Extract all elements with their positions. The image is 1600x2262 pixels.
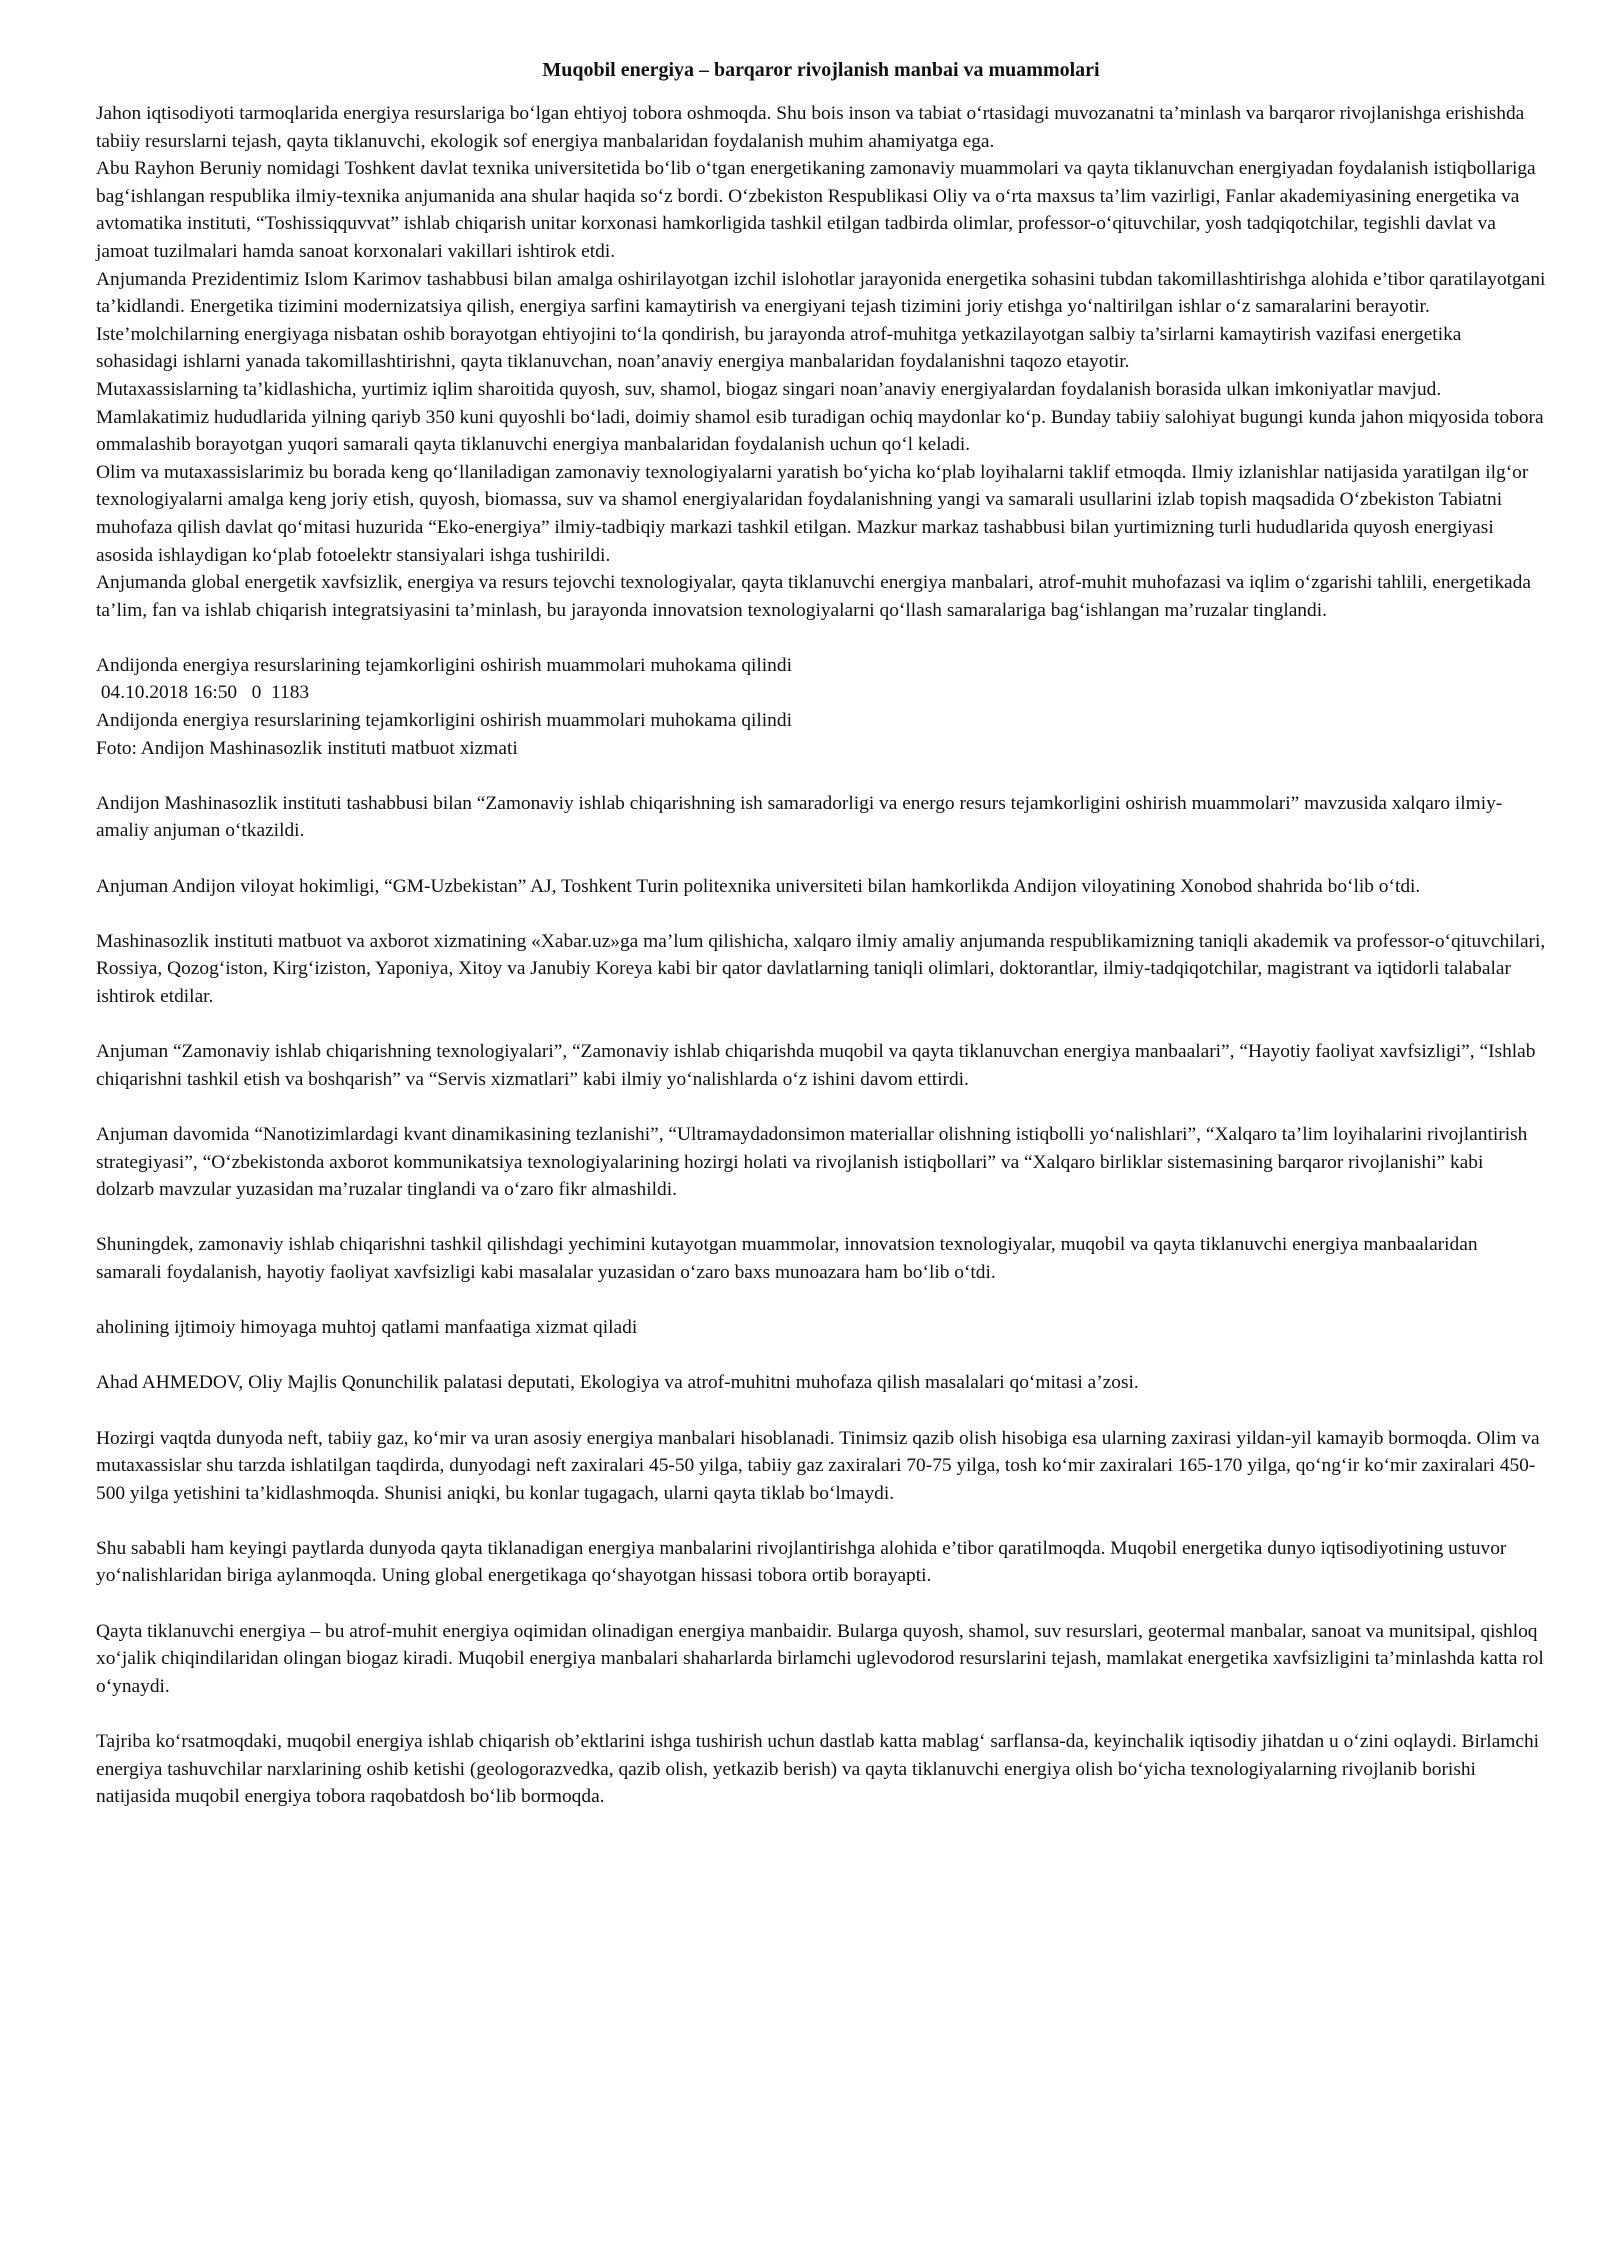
paragraph: Hozirgi vaqtda dunyoda neft, tabiiy gaz, ko‘mir va uran asosiy energiya manbalari hisoblanadi. Tinimsiz qazib olish hisobiga esa ularning zaxirasi yildan-yil kamayib bormoqda. Olim va mutaxassislar shu tarzda ishlatilgan taqdirda, dunyodagi neft zaxiralari 45-50 yilga, tabiiy gaz zaxiralari 70-75 yilga, tosh ko‘mir zaxiralari 165-170 yilga, qo‘ng‘ir ko‘mir zaxiralari 450-500 yilga yetishini ta’kidlashmoqda. Shunisi aniqki, bu konlar tugagach, ularni qayta tiklab bo‘lmaydi. — [96, 1427, 1540, 1504]
paragraph: Qayta tiklanuvchi energiya – bu atrof-muhit energiya oqimidan olinadigan energiya manbaidir. Bularga quyosh, shamol, suv resurslari, geotermal manbalar, sanoat va munitsipal, qishloq xo‘jalik chiqindilaridan olingan biogaz kiradi. Muqobil energiya manbalari shaharlarda birlamchi uglevodorod resurslarini tejash, mamlakat energetika xavfsizligini ta’minlashda katta rol o‘ynaydi. — [96, 1620, 1544, 1697]
paragraph: Shuningdek, zamonaviy ishlab chiqarishni tashkil qilishdagi yechimini kutayotgan muammolar, innovatsion texnologiyalar, muqobil va qayta tiklanuvchi energiya manbaalaridan samarali foydalanish, hayotiy faoliyat xavfsizligi kabi masalalar yuzasidan o‘zaro baxs munoazara ham bo‘lib o‘tdi. — [96, 1234, 1478, 1283]
paragraph: Shu sababli ham keyingi paytlarda dunyoda qayta tiklanadigan energiya manbalarini rivojlantirishga alohida e’tibor qaratilmoqda. Muqobil energetika dunyo iqtisodiyotining ustuvor yo‘nalishlaridan biriga aylanmoqda. Uning global energetikaga qo‘shayotgan hissasi tobora ortib borayapti. — [96, 1537, 1507, 1587]
document-page — [96, 56, 1546, 1811]
photo-credit: Foto: Andijon Mashinasozlik instituti matbuot xizmati — [96, 737, 518, 759]
paragraph: Mashinasozlik instituti matbuot va axborot xizmatining «Xabar.uz»ga ma’lum qilishicha, xalqaro ilmiy amaliy anjumanda respublikamizning taniqli akademik va professor-o‘qituvchilari, Rossiya, Qozog‘iston, Kirg‘iziston, Yaponiya, Xitoy va Janubiy Koreya kabi bir qator davlatlarning taniqli olimlari, doktorantlar, ilmiy-tadqiqotchilar, magistrant va iqtidorli talabalar ishtirok etdilar. — [96, 930, 1546, 1007]
article-subheadline: Andijonda energiya resurslarining tejamkorligini oshirish muammolari muhokama qilindi — [96, 710, 792, 732]
article-meta: 04.10.2018 16:50 0 1183 — [96, 682, 310, 704]
paragraph: Mutaxassislarning ta’kidlashicha, yurtimiz iqlim sharoitida quyosh, suv, shamol, biogaz singari noan’anaviy energiyalardan foydalanish borasida ulkan imkoniyatlar mavjud. Mamlakatimiz hududlarida yilning qariyb 350 kuni quyoshli bo‘ladi, doimiy shamol esib turadigan ochiq maydonlar ko‘p. Bunday tabiiy salohiyat bugungi kunda jahon miqyosida tobora ommalashib borayotgan yuqori samarali qayta tiklanuvchi energiya manbalaridan foydalanish uchun qo‘l keladi. — [96, 378, 1544, 456]
paragraph: Andijon Mashinasozlik instituti tashabbusi bilan “Zamonaviy ishlab chiqarishning ish samaradorligi va energo resurs tejamkorligini oshirish muammolari” mavzusida xalqaro ilmiy-amaliy anjuman o‘tkazildi. — [96, 792, 1503, 842]
document-title: Muqobil energiya – barqaror rivojlanish manbai va muammolari — [542, 59, 1100, 81]
paragraph: Anjumanda Prezidentimiz Islom Karimov tashabbusi bilan amalga oshirilayotgan izchil islohotlar jarayonida energetika sohasini tubdan takomillashtirishga alohida e’tibor qaratilayotgani ta’kidlandi. Energetika tizimini modernizatsiya qilish, energiya sarfini kamaytirish va energiyani tejash tizimini joriy etishga yo‘naltirilgan ishlar o‘z samaralarini berayotir. — [96, 268, 1546, 318]
paragraph: Anjumanda global energetik xavfsizlik, energiya va resurs tejovchi texnologiyalar, qayta tiklanuvchi energiya manbalari, atrof-muhit muhofazasi va iqlim o‘zgarishi tahlili, energetikada ta’lim, fan va ishlab chiqarish integratsiyasini ta’minlash, bu jarayonda innovatsion texnologiyalarni qo‘llash samaralariga bag‘ishlangan ma’ruzalar tinglandi. — [96, 572, 1531, 621]
paragraph: Anjuman davomida “Nanotizimlardagi kvant dinamikasining tezlanishi”, “Ultramaydadonsimon materiallar olishning istiqbolli yo‘nalishlari”, “Xalqaro ta’lim loyihalarini rivojlantirish strategiyasi”, “O‘zbekistonda axborot kommunikatsiya texnologiyalarining hozirgi holati va rivojlanish istiqbollari” va “Xalqaro birliklar sistemasining barqaror rivojlanishi” kabi dolzarb mavzular yuzasidan ma’ruzalar tinglandi va o‘zaro fikr almashildi. — [96, 1123, 1528, 1201]
author-line: Ahad AHMEDOV, Oliy Majlis Qonunchilik palatasi deputati, Ekologiya va atrof-muhitni muhofaza qilish masalalari qo‘mitasi a’zosi. — [96, 1372, 1139, 1394]
article-3 — [96, 1314, 1546, 1811]
article-2 — [96, 790, 1546, 1287]
paragraph: Olim va mutaxassislarimiz bu borada keng qo‘llaniladigan zamonaviy texnologiyalarni yaratish bo‘yicha ko‘plab loyihalarni taklif etmoqda. Ilmiy izlanishlar natijasida yaratilgan ilg‘or texnologiyalarni amalga keng joriy etish, quyosh, biomassa, suv va shamol energiyalaridan foydalanishning yangi va samarali usullarini izlab topish maqsadida O‘zbekiston Tabiatni muhofaza qilish davlat qo‘mitasi huzurida “Eko-energiya” ilmiy-tadbiqiy markazi tashkil etilgan. Mazkur markaz tashabbusi bilan yurtimizning turli hududlarida quyosh energiyasi asosida ishlaydigan ko‘plab fotoelektr stansiyalari ishga tushirildi. — [96, 461, 1529, 566]
paragraph: Iste’molchilarning energiyaga nisbatan oshib borayotgan ehtiyojini to‘la qondirish, bu jarayonda atrof-muhitga yetkazilayotgan salbiy ta’sirlarni kamaytirish vazifasi energetika sohasidagi ishlarni yanada takomillashtirishni, qayta tiklanuvchan, noan’anaviy energiya manbalaridan foydalanishni taqozo etayotir. — [96, 323, 1462, 373]
article-2-header — [96, 652, 1546, 762]
paragraph: Tajriba ko‘rsatmoqdaki, muqobil energiya ishlab chiqarish ob’ektlarini ishga tushirish uchun dastlab katta mablag‘ sarflansa-da, keyinchalik iqtisodiy jihatdan u o‘zini oqlaydi. Birlamchi energiya tashuvchilar narxlarining oshib ketishi (geologorazvedka, qazib olish, yetkazib berish) va qayta tiklanuvchi energiya olish bo‘yicha texnologiyalarning rivojlanib borishi natijasida muqobil energiya tobora raqobatdosh bo‘lib bormoqda. — [96, 1731, 1540, 1808]
article-headline: Andijonda energiya resurslarining tejamkorligini oshirish muammolari muhokama qilindi — [96, 654, 792, 676]
paragraph: Anjuman Andijon viloyat hokimligi, “GM-Uzbekistan” AJ, Toshkent Turin politexnika universiteti bilan hamkorlikda Andijon viloyatining Xonobod shahrida bo‘lib o‘tdi. — [96, 875, 1421, 897]
article-headline: aholining ijtimoiy himoyaga muhtoj qatlami manfaatiga xizmat qiladi — [96, 1317, 638, 1339]
paragraph: Anjuman “Zamonaviy ishlab chiqarishning texnologiyalari”, “Zamonaviy ishlab chiqarishda muqobil va qayta tiklanuvchan energiya manbaalari”, “Hayotiy faoliyat xavfsizligi”, “Ishlab chiqarishni tashkil etish va boshqarish” va “Servis xizmatlari” kabi ilmiy yo‘nalishlarda o‘z ishini davom ettirdi. — [96, 1041, 1536, 1090]
paragraph: Jahon iqtisodiyoti tarmoqlarida energiya resurslariga bo‘lgan ehtiyoj tobora oshmoqda. Shu bois inson va tabiat o‘rtasidagi muvozanatni ta’minlash va barqaror rivojlanishga erishishda tabiiy resurslarni tejash, qayta tiklanuvchi, ekologik sof energiya manbalaridan foydalanish muhim ahamiyatga ega. — [96, 103, 1525, 152]
paragraph: Abu Rayhon Beruniy nomidagi Toshkent davlat texnika universitetida bo‘lib o‘tgan energetikaning zamonaviy muammolari va qayta tiklanuvchan energiyadan foydalanish istiqbollariga bag‘ishlangan respublika ilmiy-texnika anjumanida ana shular haqida so‘z bordi. O‘zbekiston Respublikasi Oliy va o‘rta maxsus ta’lim vazirligi, Fanlar akademiyasining energetika va avtomatika instituti, “Toshissiqquvvat” ishlab chiqarish unitar korxonasi hamkorligida tashkil etilgan tadbirda olimlar, professor-o‘qituvchilar, yosh tadqiqotchilar, tegishli davlat va jamoat tuzilmalari hamda sanoat korxonalari vakillari ishtirok etdi. — [96, 158, 1536, 262]
article-1 — [96, 100, 1546, 624]
